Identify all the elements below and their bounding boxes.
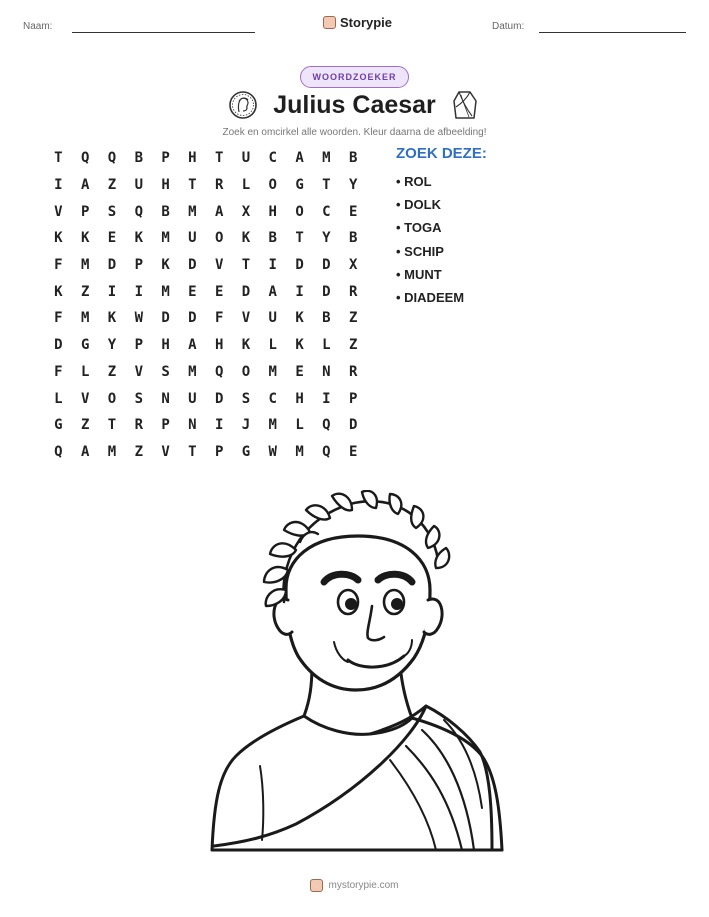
grid-cell[interactable]: Q — [322, 417, 331, 434]
grid-cell[interactable]: G — [54, 417, 63, 434]
grid-cell[interactable]: K — [134, 230, 143, 247]
grid-cell[interactable]: N — [322, 363, 331, 380]
grid-cell[interactable]: Y — [322, 230, 331, 247]
grid-cell[interactable]: E — [107, 230, 117, 247]
footer-site: mystorypie.com — [328, 880, 399, 891]
grid-cell[interactable]: U — [134, 177, 143, 194]
grid-cell[interactable]: F — [54, 257, 63, 274]
grid-cell[interactable]: M — [322, 150, 331, 167]
grid-cell[interactable]: D — [322, 283, 331, 300]
grid-cell[interactable]: R — [348, 363, 358, 380]
grid-cell[interactable]: H — [268, 203, 277, 220]
grid-cell[interactable]: A — [268, 283, 277, 300]
grid-cell[interactable]: D — [214, 390, 224, 407]
grid-cell[interactable]: E — [348, 203, 358, 220]
grid-cell[interactable]: V — [161, 443, 170, 460]
grid-cell[interactable]: P — [80, 203, 90, 220]
caesar-illustration — [200, 490, 510, 855]
grid-cell[interactable]: S — [161, 363, 170, 380]
grid-cell[interactable]: Q — [54, 443, 63, 460]
grid-cell[interactable]: G — [241, 443, 251, 460]
grid-cell[interactable]: T — [322, 177, 331, 194]
grid-cell[interactable]: P — [134, 257, 143, 274]
grid-cell[interactable]: M — [161, 230, 170, 247]
grid-cell[interactable]: U — [188, 230, 197, 247]
grid-cell[interactable]: K — [295, 310, 304, 327]
grid-cell[interactable]: A — [80, 443, 90, 460]
grid-cell[interactable]: B — [348, 230, 358, 247]
grid-cell[interactable]: P — [161, 150, 170, 167]
grid-cell[interactable]: L — [322, 337, 331, 354]
grid-cell[interactable]: K — [241, 337, 251, 354]
grid-cell[interactable]: U — [268, 310, 277, 327]
grid-cell[interactable]: D — [188, 257, 197, 274]
grid-cell[interactable]: K — [80, 230, 90, 247]
word-item: • SCHIP — [396, 243, 444, 259]
footer — [0, 879, 709, 892]
storypie-logo-icon — [323, 16, 336, 29]
grid-cell[interactable]: Q — [322, 443, 331, 460]
grid-cell[interactable]: I — [54, 177, 63, 194]
grid-cell[interactable]: I — [322, 390, 331, 407]
grid-cell[interactable]: R — [214, 177, 224, 194]
grid-cell[interactable]: D — [295, 257, 304, 274]
name-field[interactable] — [72, 32, 255, 33]
grid-cell[interactable]: Z — [107, 177, 117, 194]
grid-cell[interactable]: G — [80, 337, 90, 354]
instructions: Zoek en omcirkel alle woorden. Kleur daarna de afbeelding! — [222, 127, 487, 138]
grid-cell[interactable]: E — [295, 363, 304, 380]
grid-cell[interactable]: M — [188, 203, 197, 220]
grid-cell[interactable]: D — [54, 337, 63, 354]
grid-cell[interactable]: I — [134, 283, 143, 300]
grid-cell[interactable]: K — [107, 310, 117, 327]
grid-cell[interactable]: X — [348, 257, 358, 274]
grid-cell[interactable]: V — [134, 363, 143, 380]
grid-cell[interactable]: D — [241, 283, 251, 300]
grid-cell[interactable]: I — [107, 283, 117, 300]
grid-cell[interactable]: D — [188, 310, 197, 327]
grid-cell[interactable]: K — [54, 283, 63, 300]
grid-cell[interactable]: S — [134, 390, 143, 407]
grid-cell[interactable]: B — [268, 230, 277, 247]
worksheet-badge: WOORDZOEKER — [300, 66, 409, 88]
grid-cell[interactable]: Z — [107, 363, 117, 380]
name-label: Naam: — [23, 21, 53, 32]
word-item: • ROL — [396, 174, 432, 189]
grid-cell[interactable]: M — [268, 363, 277, 380]
grid-cell[interactable]: N — [161, 390, 170, 407]
grid-cell[interactable]: B — [348, 150, 358, 167]
grid-cell[interactable]: P — [214, 443, 224, 460]
grid-cell[interactable]: R — [348, 283, 358, 300]
grid-cell[interactable]: Q — [214, 363, 224, 380]
grid-cell[interactable]: A — [80, 177, 90, 194]
grid-cell[interactable]: T — [241, 257, 251, 274]
grid-cell[interactable]: F — [54, 310, 63, 327]
grid-cell[interactable]: M — [268, 417, 277, 434]
grid-cell[interactable]: Q — [107, 150, 117, 167]
grid-cell[interactable]: T — [188, 443, 197, 460]
grid-cell[interactable]: M — [80, 257, 90, 274]
grid-cell[interactable]: H — [161, 337, 170, 354]
grid-cell[interactable]: W — [268, 443, 277, 460]
word-list — [396, 170, 464, 309]
grid-cell[interactable]: M — [295, 443, 304, 460]
grid-cell[interactable]: K — [241, 230, 251, 247]
grid-cell[interactable]: D — [348, 417, 358, 434]
grid-cell[interactable]: G — [295, 177, 304, 194]
grid-cell[interactable]: E — [214, 283, 224, 300]
grid-cell[interactable]: C — [322, 203, 331, 220]
grid-cell[interactable]: M — [80, 310, 90, 327]
grid-cell[interactable]: A — [188, 337, 197, 354]
grid-cell[interactable]: O — [241, 363, 251, 380]
grid-cell[interactable]: S — [107, 203, 117, 220]
grid-cell[interactable]: H — [295, 390, 304, 407]
grid-cell[interactable]: D — [161, 310, 170, 327]
grid-cell[interactable]: T — [54, 150, 63, 167]
grid-cell[interactable]: L — [54, 390, 63, 407]
grid-cell[interactable]: K — [54, 230, 63, 247]
grid-cell[interactable]: T — [188, 177, 197, 194]
grid-cell[interactable]: B — [161, 203, 170, 220]
grid-cell[interactable]: B — [322, 310, 331, 327]
grid-cell[interactable]: M — [161, 283, 170, 300]
word-item: • DIADEEM — [396, 289, 465, 305]
grid-cell[interactable]: O — [214, 230, 224, 247]
grid-cell[interactable]: Z — [80, 283, 90, 300]
grid-cell[interactable]: W — [134, 310, 143, 327]
word-item: • DOLK — [396, 197, 441, 213]
grid-cell[interactable]: N — [188, 417, 197, 434]
grid-cell[interactable]: Y — [348, 177, 358, 194]
grid-cell[interactable]: P — [161, 417, 170, 434]
grid-cell[interactable]: V — [54, 203, 63, 220]
grid-cell[interactable]: L — [268, 337, 277, 354]
word-item: • TOGA — [396, 220, 442, 236]
grid-cell[interactable]: Z — [348, 337, 358, 354]
grid-cell[interactable]: V — [241, 310, 251, 327]
grid-cell[interactable]: L — [295, 417, 304, 434]
grid-cell[interactable]: U — [241, 150, 251, 167]
grid-cell[interactable]: C — [268, 390, 277, 407]
grid-cell[interactable]: Z — [80, 417, 90, 434]
grid-cell[interactable]: O — [268, 177, 277, 194]
grid-cell[interactable]: O — [107, 390, 117, 407]
grid-cell[interactable]: P — [348, 390, 358, 407]
grid-cell[interactable]: M — [188, 363, 197, 380]
grid-cell[interactable]: D — [322, 257, 331, 274]
grid-cell[interactable]: R — [134, 417, 143, 434]
grid-cell[interactable]: J — [241, 417, 251, 434]
grid-cell[interactable]: I — [295, 283, 304, 300]
word-search-grid — [45, 145, 367, 465]
grid-cell[interactable]: C — [268, 150, 277, 167]
grid-cell[interactable]: H — [214, 337, 224, 354]
page-title: Julius Caesar — [273, 91, 436, 119]
grid-cell[interactable]: M — [107, 443, 117, 460]
grid-cell[interactable]: Z — [348, 310, 358, 327]
grid-cell[interactable]: F — [214, 310, 224, 327]
grid-cell[interactable]: F — [54, 363, 63, 380]
grid-cell[interactable]: Z — [134, 443, 143, 460]
grid-cell[interactable]: Q — [80, 150, 90, 167]
storypie-logo-icon — [310, 879, 323, 892]
grid-cell[interactable]: K — [295, 337, 304, 354]
toga-icon — [450, 89, 480, 121]
grid-cell[interactable]: L — [80, 363, 90, 380]
grid-cell[interactable]: I — [268, 257, 277, 274]
grid-cell[interactable]: X — [241, 203, 251, 220]
grid-cell[interactable]: I — [214, 417, 224, 434]
grid-cell[interactable]: K — [161, 257, 170, 274]
word-item: • MUNT — [396, 266, 442, 282]
grid-cell[interactable]: H — [161, 177, 170, 194]
grid-cell[interactable]: B — [134, 150, 143, 167]
grid-cell[interactable]: U — [188, 390, 197, 407]
grid-cell[interactable]: E — [188, 283, 197, 300]
grid-cell[interactable]: T — [295, 230, 304, 247]
grid-cell[interactable]: P — [134, 337, 143, 354]
word-list-title: ZOEK DEZE: — [396, 145, 487, 162]
grid-cell[interactable]: A — [295, 150, 304, 167]
grid-cell[interactable]: Y — [107, 337, 117, 354]
grid-cell[interactable]: H — [188, 150, 197, 167]
grid-cell[interactable]: D — [107, 257, 117, 274]
grid-cell[interactable]: A — [214, 203, 224, 220]
grid-cell[interactable]: T — [214, 150, 224, 167]
brand-name: Storypie — [340, 15, 393, 30]
grid-cell[interactable]: E — [348, 443, 358, 460]
date-label: Datum: — [492, 21, 525, 32]
grid-cell[interactable]: Q — [134, 203, 143, 220]
grid-cell[interactable]: S — [241, 390, 251, 407]
date-field[interactable] — [539, 32, 686, 33]
grid-cell[interactable]: O — [295, 203, 304, 220]
grid-cell[interactable]: T — [107, 417, 117, 434]
brand — [323, 15, 392, 30]
grid-cell[interactable]: V — [214, 257, 224, 274]
grid-cell[interactable]: V — [80, 390, 90, 407]
grid-cell[interactable]: L — [241, 177, 251, 194]
